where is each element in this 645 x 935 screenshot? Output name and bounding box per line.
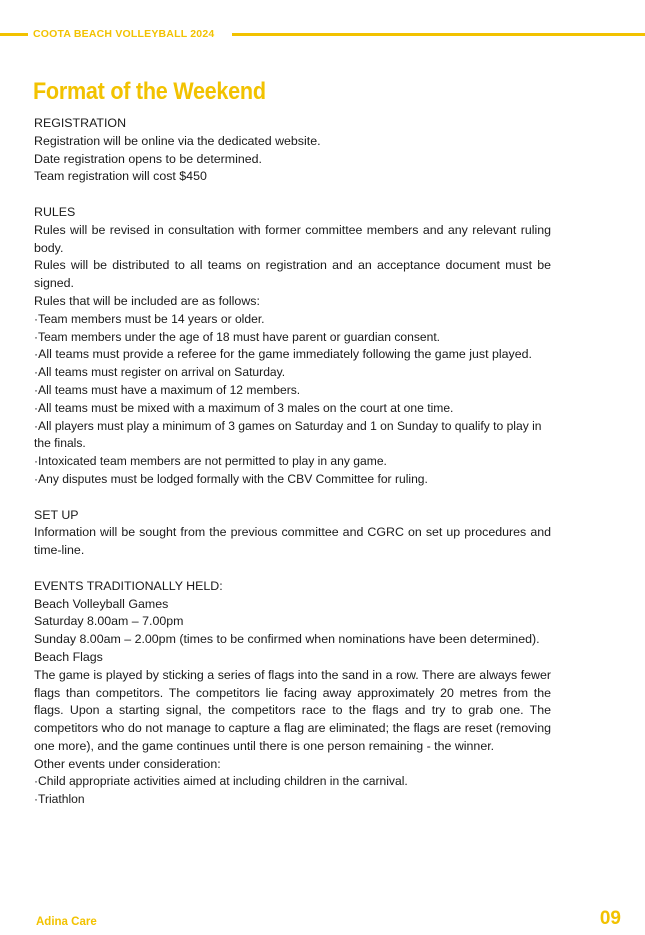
spacer [34,186,551,204]
header-rule-left [0,33,28,36]
events-heading: EVENTS TRADITIONALLY HELD: [34,578,223,593]
rules-section [34,204,551,489]
rule-item: ·Any disputes must be lodged formally with the CBV Committee for ruling. [34,471,428,486]
spacer [34,560,551,578]
volleyball-title: Beach Volleyball Games [34,596,169,611]
other-event-item: ·Triathlon [34,792,85,807]
rule-item: ·All players must play a minimum of 3 games on Saturday and 1 on Sunday to qualify to play in the finals. [34,418,542,451]
flags-title: Beach Flags [34,649,103,664]
rule-item: ·All teams must have a maximum of 12 members. [34,382,301,397]
spacer [34,489,551,507]
registration-section [34,115,551,186]
registration-line: Team registration will cost $450 [34,169,207,184]
rules-heading: RULES [34,204,76,219]
rules-paragraph: Rules will be distributed to all teams on registration and an acceptance document must be signed. [34,258,551,291]
rule-item: ·All teams must register on arrival on Saturday. [34,365,286,380]
sunday-times: Sunday 8.00am – 2.00pm (times to be confirmed when nominations have been determined). [34,632,540,647]
rules-paragraph: Rules will be revised in consultation with former committee members and any relevant ruling body. [34,222,551,255]
flags-description: The game is played by sticking a series of flags into the sand in a row. There are always fewer flags than competitors. The competitors lie facing away approximately 20 metres from the flags. Upon a starting signal, the competitors race to the flags and try to grab one. The competitors who do not manage to capture a flag are eliminated; the flags are reset (removing one more), and the game continues until there is one person remaining - the winner. [34,667,551,753]
rule-item: ·All teams must provide a referee for the game immediately following the game just played. [34,347,532,362]
rules-intro: Rules that will be included are as follows: [34,293,260,308]
footer-brand: Adina Care [36,916,97,928]
events-section [34,578,551,809]
page-header [0,26,645,42]
header-rule-right [232,33,645,36]
other-events-title: Other events under consideration: [34,756,221,771]
rule-item: ·All teams must be mixed with a maximum of 3 males on the court at one time. [34,400,454,415]
registration-line: Date registration opens to be determined. [34,151,262,166]
registration-line: Registration will be online via the dedicated website. [34,133,321,148]
setup-heading: SET UP [34,507,79,522]
header-title: COOTA BEACH VOLLEYBALL 2024 [33,28,215,40]
setup-section [34,507,551,560]
page-title: Format of the Weekend [33,78,266,105]
rule-item: ·Intoxicated team members are not permitted to play in any game. [34,454,387,469]
setup-paragraph: Information will be sought from the previous committee and CGRC on set up procedures and time-line. [34,525,551,558]
other-event-item: ·Child appropriate activities aimed at including children in the carnival. [34,774,408,789]
rule-item: ·Team members under the age of 18 must have parent or guardian consent. [34,329,441,344]
saturday-times: Saturday 8.00am – 7.00pm [34,614,184,629]
rule-item: ·Team members must be 14 years or older. [34,311,265,326]
registration-heading: REGISTRATION [34,116,127,130]
page-number: 09 [599,908,621,929]
page-body [34,115,551,809]
